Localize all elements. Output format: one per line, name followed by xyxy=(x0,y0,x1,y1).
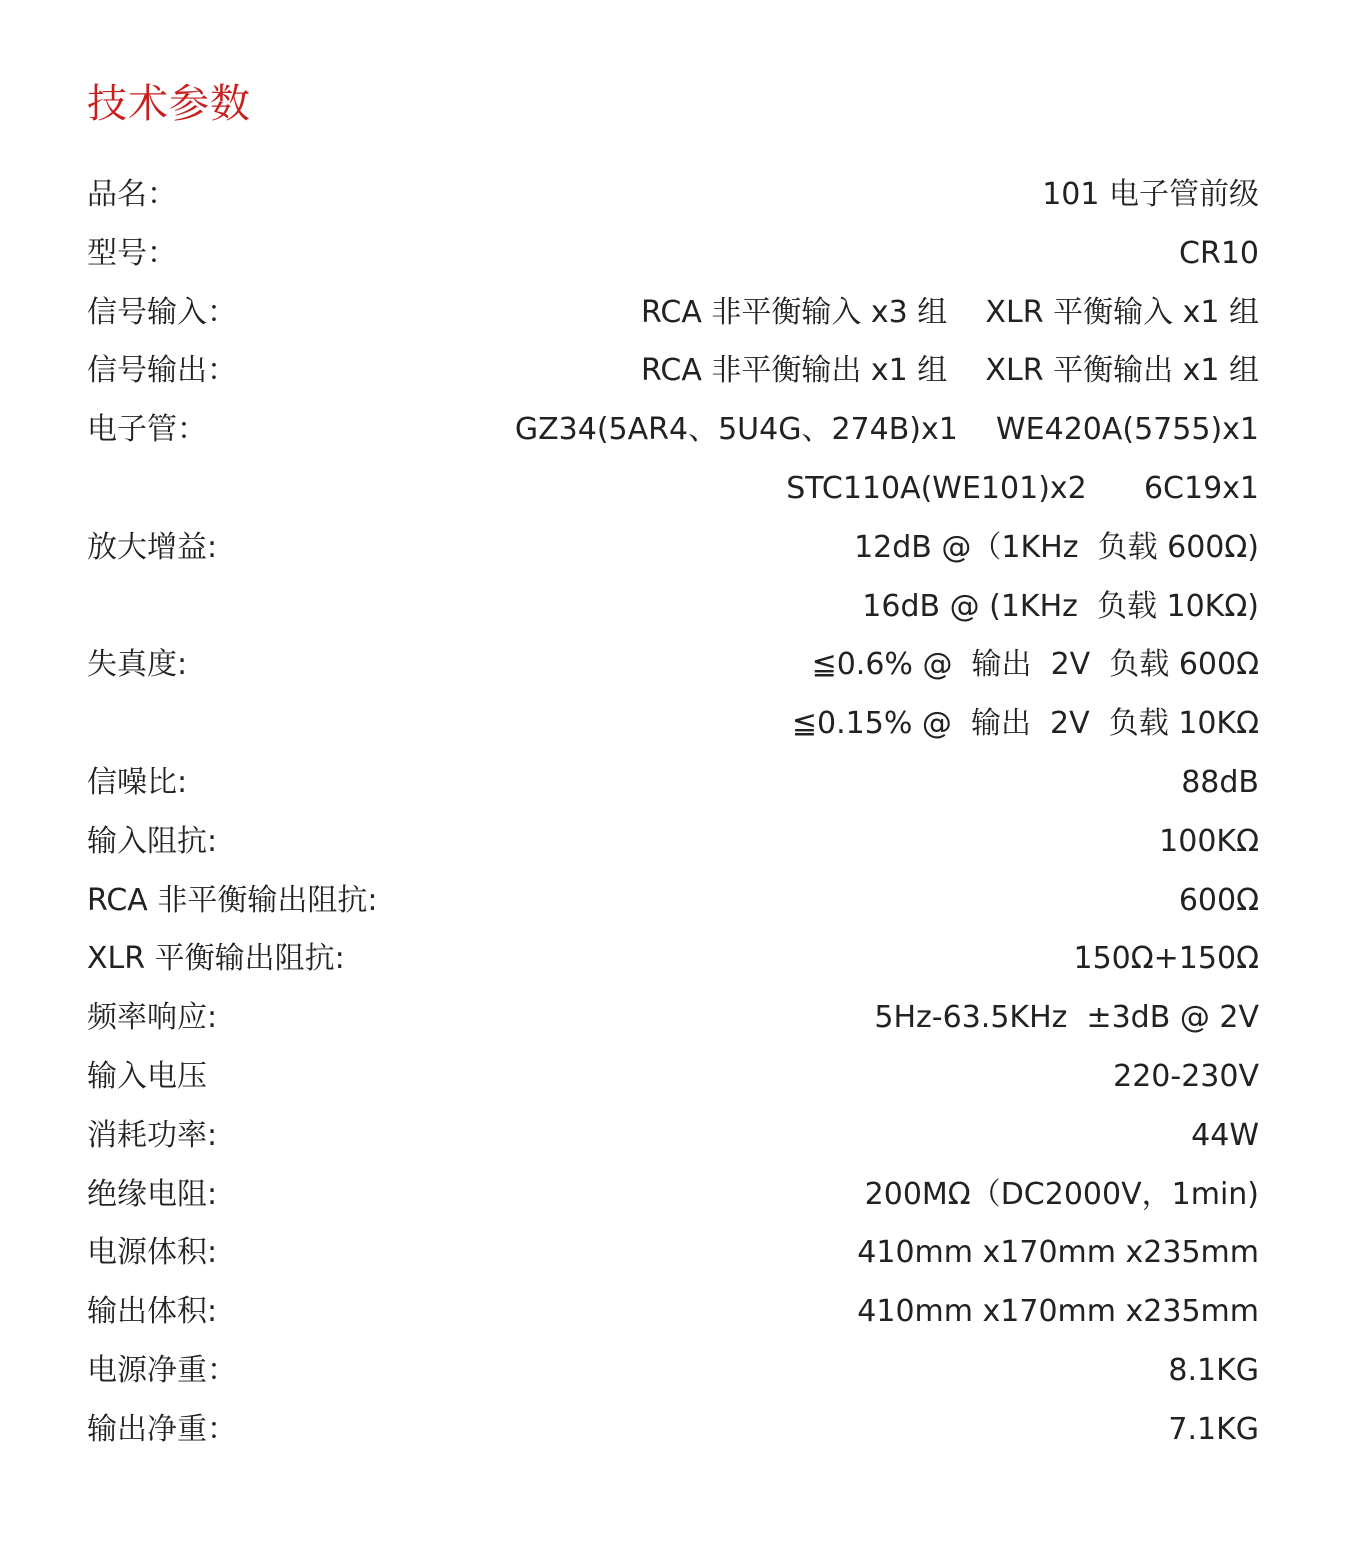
spec-value: RCA 非平衡输出 x1 组 XLR 平衡输出 x1 组 xyxy=(641,353,1259,389)
spec-row-distortion-continued xyxy=(87,695,1259,754)
spec-value: ≦0.6% @ 输出 2V 负载 600Ω xyxy=(811,647,1259,683)
spec-row-power-consumption xyxy=(87,1107,1259,1166)
spec-label: RCA 非平衡输出阻抗: xyxy=(87,882,378,918)
spec-row-signal-input xyxy=(87,284,1259,343)
spec-row-psu-dimensions xyxy=(87,1224,1259,1283)
spec-label: XLR 平衡输出阻抗: xyxy=(87,941,345,977)
spec-label: 放大增益: xyxy=(87,529,218,565)
spec-row-tubes xyxy=(87,401,1259,460)
spec-label: 信号输入： xyxy=(87,294,237,330)
spec-label: 输出净重： xyxy=(87,1411,237,1447)
spec-label: 频率响应: xyxy=(87,1000,218,1036)
spec-table xyxy=(87,166,1259,1460)
spec-value: STC110A(WE101)x2 6C19x1 xyxy=(786,470,1259,506)
spec-value: 12dB @（1KHz 负载 600Ω) xyxy=(854,529,1259,565)
spec-row-input-voltage xyxy=(87,1048,1259,1107)
spec-value: 44W xyxy=(1191,1117,1259,1153)
spec-value: RCA 非平衡输入 x3 组 XLR 平衡输入 x1 组 xyxy=(641,294,1259,330)
spec-value: 100KΩ xyxy=(1159,823,1259,859)
spec-value: 88dB xyxy=(1181,764,1259,800)
spec-row-snr xyxy=(87,754,1259,813)
spec-row-gain-continued xyxy=(87,578,1259,637)
spec-label: 电子管： xyxy=(87,412,207,448)
spec-row-xlr-output-impedance xyxy=(87,930,1259,989)
spec-value: 5Hz-63.5KHz ±3dB @ 2V xyxy=(874,1000,1259,1036)
spec-label: 品名： xyxy=(87,177,177,212)
spec-label: 输出体积: xyxy=(87,1294,218,1330)
spec-row-product-name xyxy=(87,166,1259,225)
spec-value: 150Ω+150Ω xyxy=(1073,941,1259,977)
spec-value: 410mm x170mm x235mm xyxy=(857,1294,1259,1330)
spec-value: 101 电子管前级 xyxy=(1042,177,1259,212)
spec-value: 600Ω xyxy=(1178,882,1259,918)
spec-row-insulation-resistance xyxy=(87,1166,1259,1225)
spec-row-tubes-continued xyxy=(87,460,1259,519)
spec-value: GZ34(5AR4、5U4G、274B)x1 WE420A(5755)x1 xyxy=(514,412,1259,448)
spec-value: ≦0.15% @ 输出 2V 负载 10KΩ xyxy=(791,706,1259,742)
spec-row-frequency-response xyxy=(87,989,1259,1048)
spec-label: 输入阻抗: xyxy=(87,823,218,859)
spec-row-model xyxy=(87,225,1259,284)
spec-value: 200MΩ（DC2000V，1min) xyxy=(864,1176,1259,1212)
spec-label: 信噪比: xyxy=(87,764,188,800)
spec-value: 16dB @ (1KHz 负载 10KΩ) xyxy=(862,588,1259,624)
spec-value: 7.1KG xyxy=(1168,1411,1259,1447)
spec-label: 消耗功率: xyxy=(87,1117,218,1153)
page-title: 技术参数 xyxy=(87,81,251,127)
spec-label: 型号： xyxy=(87,235,177,271)
spec-value: CR10 xyxy=(1179,235,1259,271)
spec-row-distortion xyxy=(87,636,1259,695)
spec-value: 8.1KG xyxy=(1168,1352,1259,1388)
spec-row-psu-weight xyxy=(87,1342,1259,1401)
spec-value: 410mm x170mm x235mm xyxy=(857,1235,1259,1271)
spec-label: 信号输出： xyxy=(87,353,237,389)
spec-label: 失真度: xyxy=(87,647,188,683)
spec-label: 电源净重： xyxy=(87,1352,237,1388)
spec-row-rca-output-impedance xyxy=(87,872,1259,931)
spec-value: 220-230V xyxy=(1113,1058,1259,1094)
spec-row-output-weight xyxy=(87,1401,1259,1460)
spec-label: 输入电压 xyxy=(87,1058,207,1094)
spec-label: 绝缘电阻: xyxy=(87,1176,218,1212)
spec-row-output-dimensions xyxy=(87,1283,1259,1342)
spec-row-gain xyxy=(87,519,1259,578)
spec-row-input-impedance xyxy=(87,813,1259,872)
spec-row-signal-output xyxy=(87,342,1259,401)
spec-label: 电源体积: xyxy=(87,1235,218,1271)
